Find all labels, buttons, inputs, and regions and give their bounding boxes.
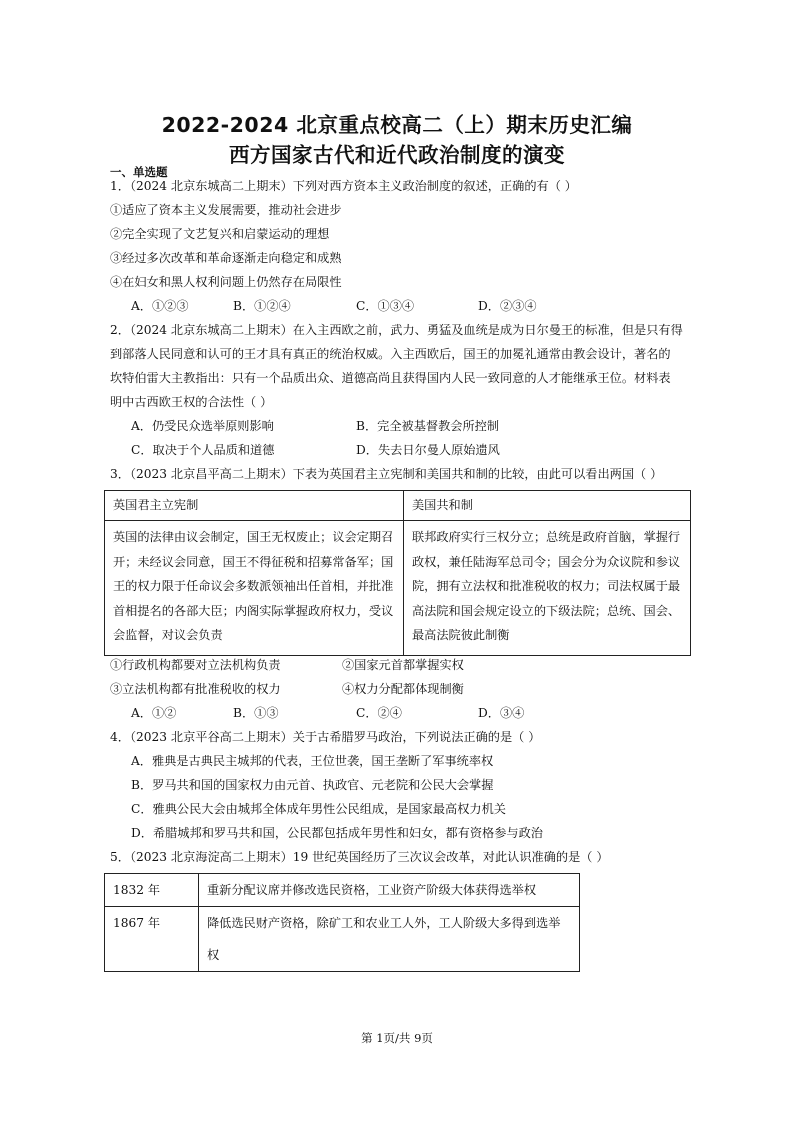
q1-stem: 1．（2024 北京东城高二上期末）下列对西方资本主义政治制度的叙述，正确的有（ ） xyxy=(110,179,577,193)
table-cell-year: 1867 年 xyxy=(105,907,199,972)
q3-comparison-table xyxy=(104,490,691,656)
table-cell-year: 1832 年 xyxy=(105,874,199,907)
page-footer: 第 1页/共 9页 xyxy=(361,1031,433,1045)
q3-option-a: A．①② xyxy=(131,706,177,720)
cell-line: 会监督，对议会负责 xyxy=(113,628,223,642)
q2-option-c: C．取决于个人品质和道德 xyxy=(131,443,275,457)
section-heading: 一、单选题 xyxy=(110,165,168,179)
cell-line: 首相提名的各部大臣；内阁实际掌握政府权力，受议 xyxy=(113,603,394,618)
q1-option-c: C．①③④ xyxy=(356,299,415,313)
q3-option-b: B．①③ xyxy=(233,706,279,720)
cell-line: 开；未经议会同意，国王不得征税和招募常备军；国 xyxy=(113,554,394,569)
q1-item: ①适应了资本主义发展需要，推动社会进步 xyxy=(110,203,342,217)
page-subtitle: 西方国家古代和近代政治制度的演变 xyxy=(229,143,565,167)
q4-option-c: C．雅典公民大会由城邦全体成年男性公民组成，是国家最高权力机关 xyxy=(131,802,506,816)
q2-option-b: B．完全被基督教会所控制 xyxy=(356,419,500,433)
q1-option-d: D．②③④ xyxy=(478,299,537,313)
q4-stem: 4．（2023 北京平谷高二上期末）关于古希腊罗马政治，下列说法正确的是（ ） xyxy=(110,730,541,744)
cell-line: 高法院和国会规定设立的下级法院；总统、国会、 xyxy=(412,603,681,618)
q1-item: ②完全实现了文艺复兴和启蒙运动的理想 xyxy=(110,227,330,241)
q2-option-d: D．失去日尔曼人原始遗风 xyxy=(356,443,500,457)
cell-line: 院，拥有立法权和批准税收的权力；司法权属于最 xyxy=(412,579,681,593)
q1-option-a: A．①②③ xyxy=(131,299,189,313)
cell-line: 英国的法律由议会制定，国王无权废止；议会定期召 xyxy=(113,530,394,544)
q3-option-d: D．③④ xyxy=(478,706,525,720)
table-cell-text: 重新分配议席并修改选民资格，工业资产阶级大体获得选举权 xyxy=(199,874,580,907)
q3-item: ②国家元首都掌握实权 xyxy=(342,658,464,672)
table-cell xyxy=(404,521,691,656)
q4-option-d: D．希腊城邦和罗马共和国，公民都包括成年男性和妇女，都有资格参与政治 xyxy=(131,826,543,840)
q2-line: 2．（2024 北京东城高二上期末）在入主西欧之前，武力、勇猛及血统是成为日尔曼王的标准，但是只有得 xyxy=(110,323,683,337)
table-row xyxy=(105,521,691,656)
table-row xyxy=(105,491,691,521)
page-title: 2022-2024 北京重点校高二（上）期末历史汇编 xyxy=(161,113,633,137)
q1-item: ③经过多次改革和革命逐渐走向稳定和成熟 xyxy=(110,251,342,265)
cell-line: 联邦政府实行三权分立；总统是政府首脑，掌握行 xyxy=(412,530,681,544)
q2-option-a: A．仍受民众选举原则影响 xyxy=(131,419,274,433)
q5-stem: 5．（2023 北京海淀高二上期末）19 世纪英国经历了三次议会改革，对此认识准确的是（ ） xyxy=(110,850,609,864)
q3-item: ④权力分配都体现制衡 xyxy=(342,682,464,696)
q4-option-b: B．罗马共和国的国家权力由元首、执政官、元老院和公民大会掌握 xyxy=(131,778,494,792)
table-row xyxy=(105,907,580,972)
q1-option-b: B．①②④ xyxy=(233,299,291,313)
q5-reform-table xyxy=(104,873,580,972)
table-cell-text: 降低选民财产资格，除矿工和农业工人外，工人阶级大多得到选举权 xyxy=(199,907,580,972)
table-cell xyxy=(105,521,404,656)
q3-item: ③立法机构都有批准税收的权力 xyxy=(110,682,281,696)
cell-line: 最高法院彼此制衡 xyxy=(412,628,510,642)
table-header-cell: 美国共和制 xyxy=(404,491,691,521)
q3-option-c: C．②④ xyxy=(356,706,402,720)
q2-line: 明中古西欧王权的合法性（ ） xyxy=(110,395,273,409)
cell-line: 政权，兼任陆海军总司令；国会分为众议院和参议 xyxy=(412,554,681,569)
q2-line: 坎特伯雷大主教指出：只有一个品质出众、道德高尚且获得国内人民一致同意的人才能继承王位。材料表 xyxy=(110,371,671,385)
q2-line: 到部落人民同意和认可的王才具有真正的统治权威。入主西欧后，国王的加冕礼通常由教会设计，著名的 xyxy=(110,347,671,361)
q3-stem: 3．（2023 北京昌平高二上期末）下表为英国君主立宪制和美国共和制的比较，由此可以看出两国（ ） xyxy=(110,467,663,481)
table-row xyxy=(105,874,580,907)
q4-option-a: A．雅典是古典民主城邦的代表，王位世袭，国王垄断了军事统率权 xyxy=(131,754,494,768)
cell-line: 王的权力限于任命议会多数派领袖出任首相，并批准 xyxy=(113,579,394,593)
q3-item: ①行政机构都要对立法机构负责 xyxy=(110,658,281,672)
q1-item: ④在妇女和黑人权利问题上仍然存在局限性 xyxy=(110,275,342,289)
table-header-cell: 英国君主立宪制 xyxy=(105,491,404,521)
